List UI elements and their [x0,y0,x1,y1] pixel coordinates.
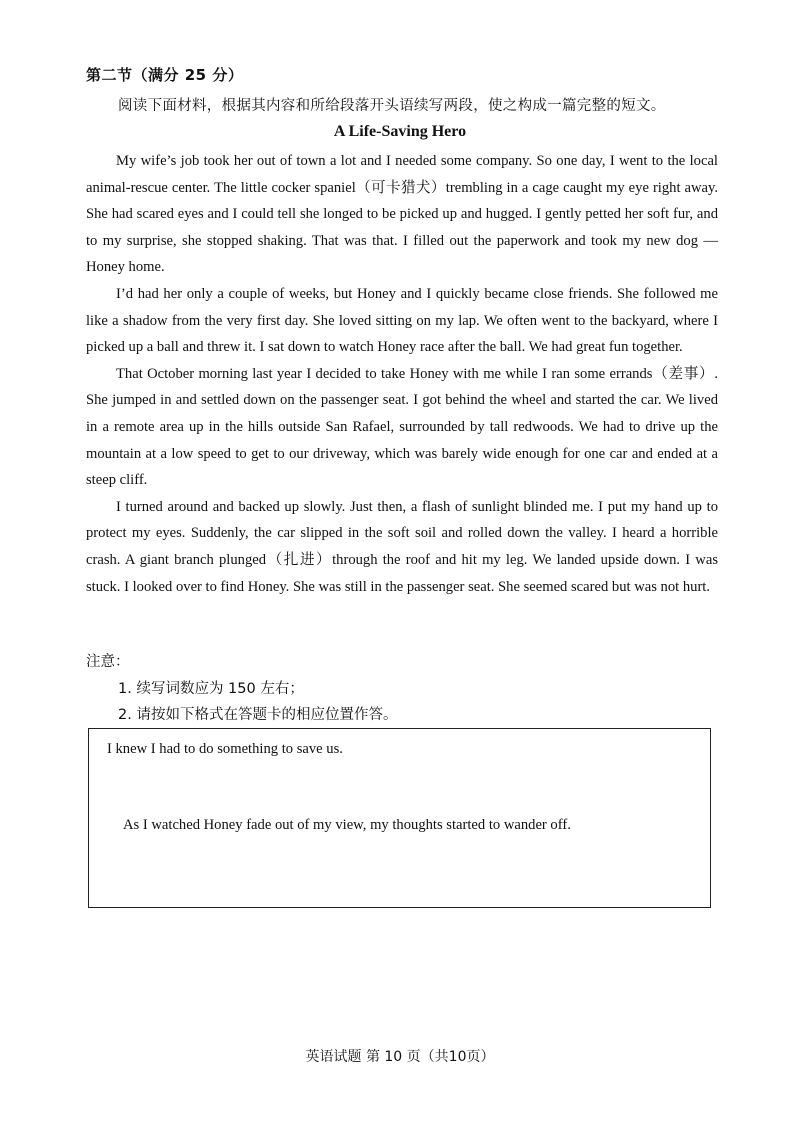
section-heading: 第二节（满分 25 分） [86,66,244,84]
answer-format-box [88,728,711,908]
paragraph-starter-2: As I watched Honey fade out of my view, my thoughts started to wander off. [123,817,571,833]
passage-paragraph-1: My wife’s job took her out of town a lot and I needed some company. So one day, I went to the local animal-rescue center. The little cocker spaniel（可卡猎犬）trembling in a cage caught my eye right away. She had scared eyes and I could tell she longed to be picked up and hugged. I gently petted her soft fur, and to my surprise, she stopped shaking. That was that. I filled out the paperwork and took my new dog — Honey home. [86,153,718,276]
passage-paragraph-2: I’d had her only a couple of weeks, but Honey and I quickly became close friends. She followed me like a shadow from the very first day. She loved sitting on my lap. We often went to the backyard, where I picked up a ball and threw it. I sat down to watch Honey race after the ball. We had great fun together. [86,285,718,356]
passage-title: A Life-Saving Hero [333,123,467,140]
section-instruction: 阅读下面材料，根据其内容和所给段落开头语续写两段，使之构成一篇完整的短文。 [118,98,666,114]
note-item-1: 1. 续写词数应为 150 左右； [118,681,304,697]
note-item-2: 2. 请按如下格式在答题卡的相应位置作答。 [118,707,398,723]
passage-paragraph-3: That October morning last year I decided to take Honey with me while I ran some errands（差事）. She jumped in and settled down on the passenger seat. I got behind the wheel and started the car. We lived in a remote area up in the hills outside San Rafael, surrounded by tall redwoods. We had to drive up the mountain at a low speed to get to our driveway, which was barely wide enough for one car and ended at a steep cliff. [86,365,718,489]
notes-list [118,676,397,728]
passage-paragraph-4: I turned around and backed up slowly. Just then, a flash of sunlight blinded me. I put my hand up to protect my eyes. Suddenly, the car slipped in the soft soil and rolled down the valley. I heard a horrible crash. A giant branch plunged（扎进）through the roof and hit my leg. We landed upside down. I was stuck. I looked over to find Honey. She was still in the passenger seat. She seemed scared but was not hurt. [86,498,718,595]
notes-label: 注意： [86,654,130,670]
page-footer: 英语试题 第 10 页（共10页） [305,1049,495,1065]
paragraph-starter-1: I knew I had to do something to save us. [107,741,343,757]
passage-body [86,148,718,600]
